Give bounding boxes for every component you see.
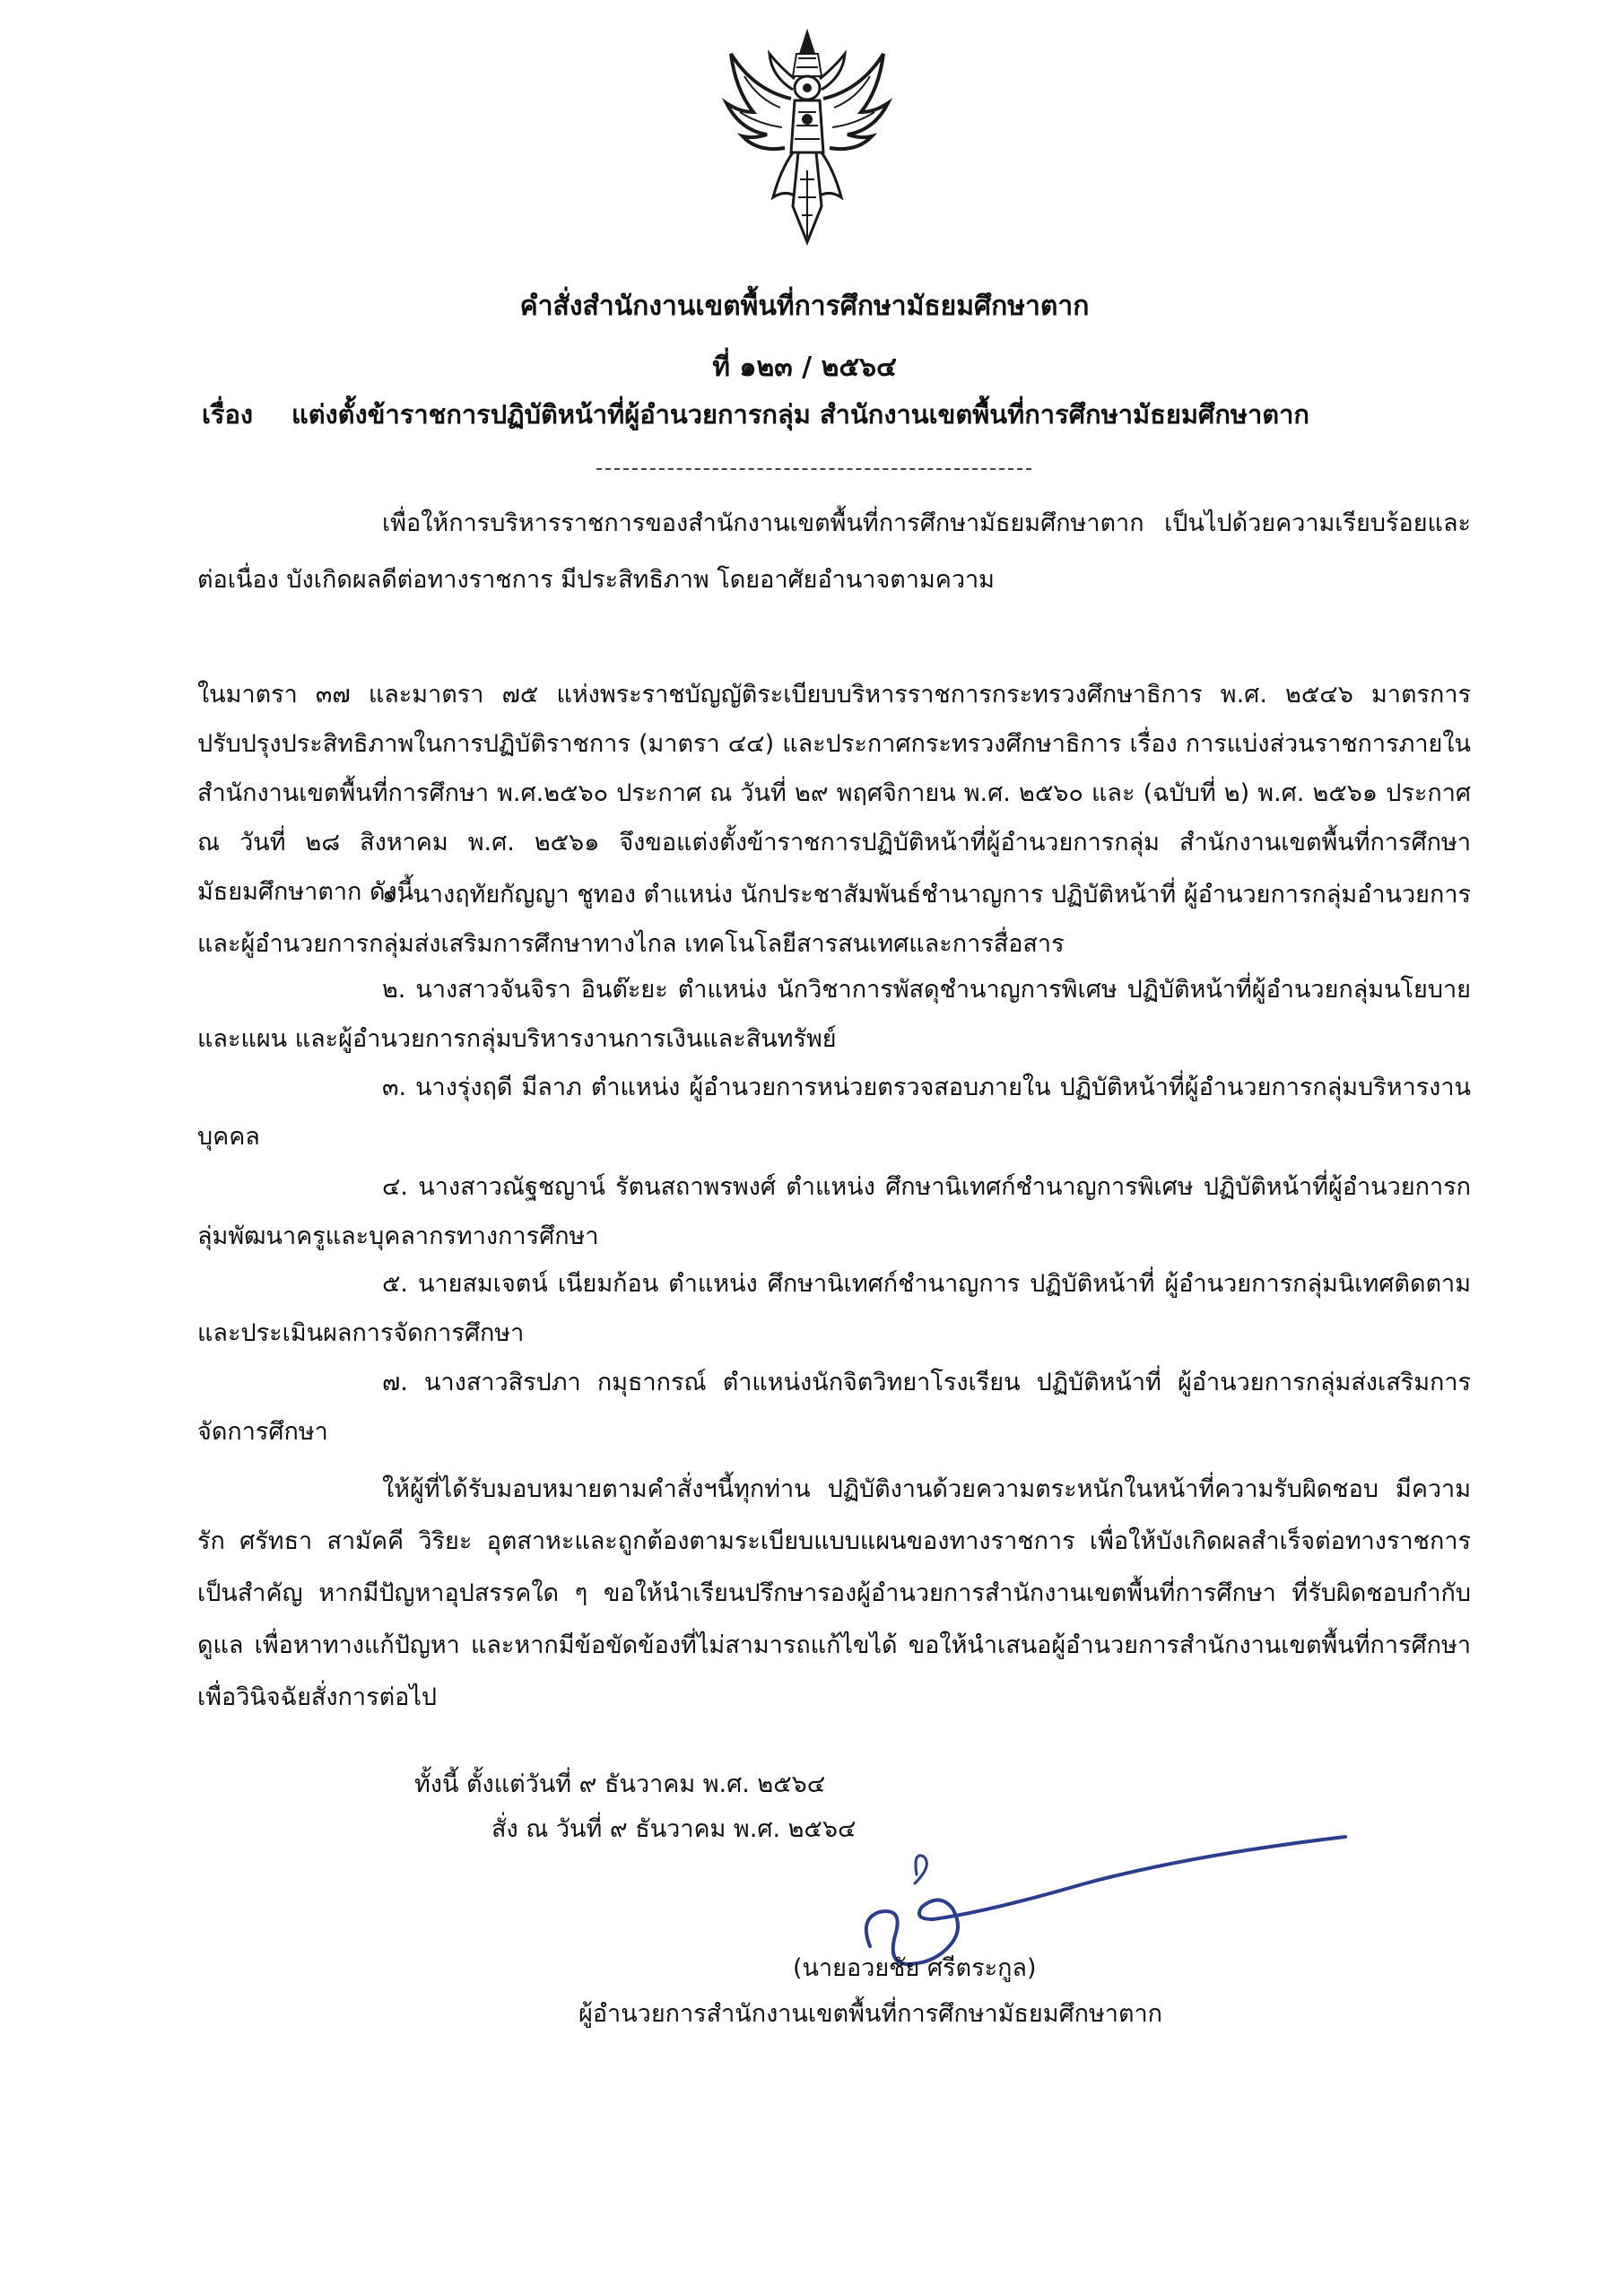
subject-text: แต่งตั้งข้าราชการปฏิบัติหน้าที่ผู้อำนวยการกลุ่ม สำนักงานเขตพื้นที่การศึกษามัธยมศึกษาตาก — [291, 399, 1309, 430]
signatory-name: (นายอวยชัย ศรีตระกูล) — [793, 1954, 1037, 1982]
list-item: ๕. นายสมเจตน์ เนียมก้อน ตำแหน่ง ศึกษานิเทศก์ชำนาญการ ปฏิบัติหน้าที่ ผู้อำนวยการกลุ่มนิเทศติดตามและประเมินผลการจัดการศึกษา — [197, 1270, 1471, 1347]
effective-date: ทั้งนี้ ตั้งแต่วันที่ ๙ ธันวาคม พ.ศ. ๒๕๖๔ — [414, 1770, 826, 1798]
subject-label: เรื่อง — [202, 399, 254, 430]
signatory-position: ผู้อำนวยการสำนักงานเขตพื้นที่การศึกษามัธยมศึกษาตาก — [578, 2000, 1163, 2028]
list-item: ๔. นางสาวณัฐชญาน์ รัตนสถาพรพงศ์ ตำแหน่ง ศึกษานิเทศก์ชำนาญการพิเศษ ปฏิบัติหน้าที่ผู้อำนวยการกลุ่มพัฒนาครูและบุคลากรทางการศึกษา — [197, 1173, 1471, 1250]
order-date: สั่ง ณ วันที่ ๙ ธันวาคม พ.ศ. ๒๕๖๔ — [491, 1815, 857, 1843]
closing-paragraph: ให้ผู้ที่ได้รับมอบหมายตามคำสั่งฯนี้ทุกท่าน ปฏิบัติงานด้วยความตระหนักในหน้าที่ความรับผิดชอบ มีความรัก ศรัทธา สามัคคี วิริยะ อุตสาหะและถูกต้องตามระเบียบแบบแผนของทางราชการ เพื่อให้บังเกิดผลสำเร็จต่อทางราชการเป็นสำคัญ หากมีปัญหาอุปสรรคใด ๆ ขอให้นำเรียนปรึกษารองผู้อำนวยการสำนักงานเขตพื้นที่การศึกษา ที่รับผิดชอบกำกับ ดูแล เพื่อหาทางแก้ปัญหา และหากมีข้อขัดข้องที่ไม่สามารถแก้ไขได้ ขอให้นำเสนอผู้อำนวยการสำนักงานเขตพื้นที่การศึกษา เพื่อวินิจฉัยสั่งการต่อไป — [197, 1475, 1471, 1711]
intro-paragraph: เพื่อให้การบริหารราชการของสำนักงานเขตพื้นที่การศึกษามัธยมศึกษาตาก เป็นไปด้วยความเรียบร้อยและต่อเนื่อง บังเกิดผลดีต่อทางราชการ มีประสิทธิภาพ โดยอาศัยอำนาจตามความ — [197, 509, 1471, 594]
order-title: คำสั่งสำนักงานเขตพื้นที่การศึกษามัธยมศึกษาตาก — [519, 291, 1090, 322]
list-item: ๗. นางสาวสิรปภา กมุธากรณ์ ตำแหน่งนักจิตวิทยาโรงเรียน ปฏิบัติหน้าที่ ผู้อำนวยการกลุ่มส่งเสริมการจัดการศึกษา — [197, 1369, 1471, 1446]
order-number: ที่ ๑๒๓ / ๒๕๖๔ — [712, 352, 897, 383]
list-item: ๑. นางฤทัยกัญญา ชูทอง ตำแหน่ง นักประชาสัมพันธ์ชำนาญการ ปฏิบัติหน้าที่ ผู้อำนวยการกลุ่มอำนวยการ และผู้อำนวยการกลุ่มส่งเสริมการศึกษาทางไกล เทคโนโลยีสารสนเทศและการสื่อสาร — [197, 881, 1471, 958]
list-item: ๓. นางรุ่งฤดี มีลาภ ตำแหน่ง ผู้อำนวยการหน่วยตรวจสอบภายใน ปฏิบัติหน้าที่ผู้อำนวยการกลุ่มบริหารงานบุคคล — [197, 1074, 1471, 1151]
intro-paragraph-2: ในมาตรา ๓๗ และมาตรา ๗๕ แห่งพระราชบัญญัติระเบียบบริหารราชการกระทรวงศึกษาธิการ พ.ศ. ๒๕๔๖ มาตรการปรับปรุงประสิทธิภาพในการปฏิบัติราชการ (มาตรา ๔๔) และประกาศกระทรวงศึกษาธิการ เรื่อง การแบ่งส่วนราชการภายในสำนักงานเขตพื้นที่การศึกษา พ.ศ.๒๕๖๐ ประกาศ ณ วันที่ ๒๙ พฤศจิกายน พ.ศ. ๒๕๖๐ และ (ฉบับที่ ๒) พ.ศ. ๒๕๖๑ ประกาศ ณ วันที่ ๒๘ สิงหาคม พ.ศ. ๒๕๖๑ จึงขอแต่งตั้งข้าราชการปฏิบัติหน้าที่ผู้อำนวยการกลุ่ม สำนักงานเขตพื้นที่การศึกษามัธยมศึกษาตาก ดังนี้ — [197, 681, 1471, 906]
garuda-emblem-icon — [718, 27, 897, 251]
list-item: ๒. นางสาวจันจิรา อินต๊ะยะ ตำแหน่ง นักวิชาการพัสดุชำนาญการพิเศษ ปฏิบัติหน้าที่ผู้อำนวยกลุ่มนโยบายและแผน และผู้อำนวยการกลุ่มบริหารงานการเงินและสินทรัพย์ — [197, 976, 1471, 1053]
dashed-divider — [596, 468, 1031, 470]
order-subject — [202, 396, 1309, 432]
